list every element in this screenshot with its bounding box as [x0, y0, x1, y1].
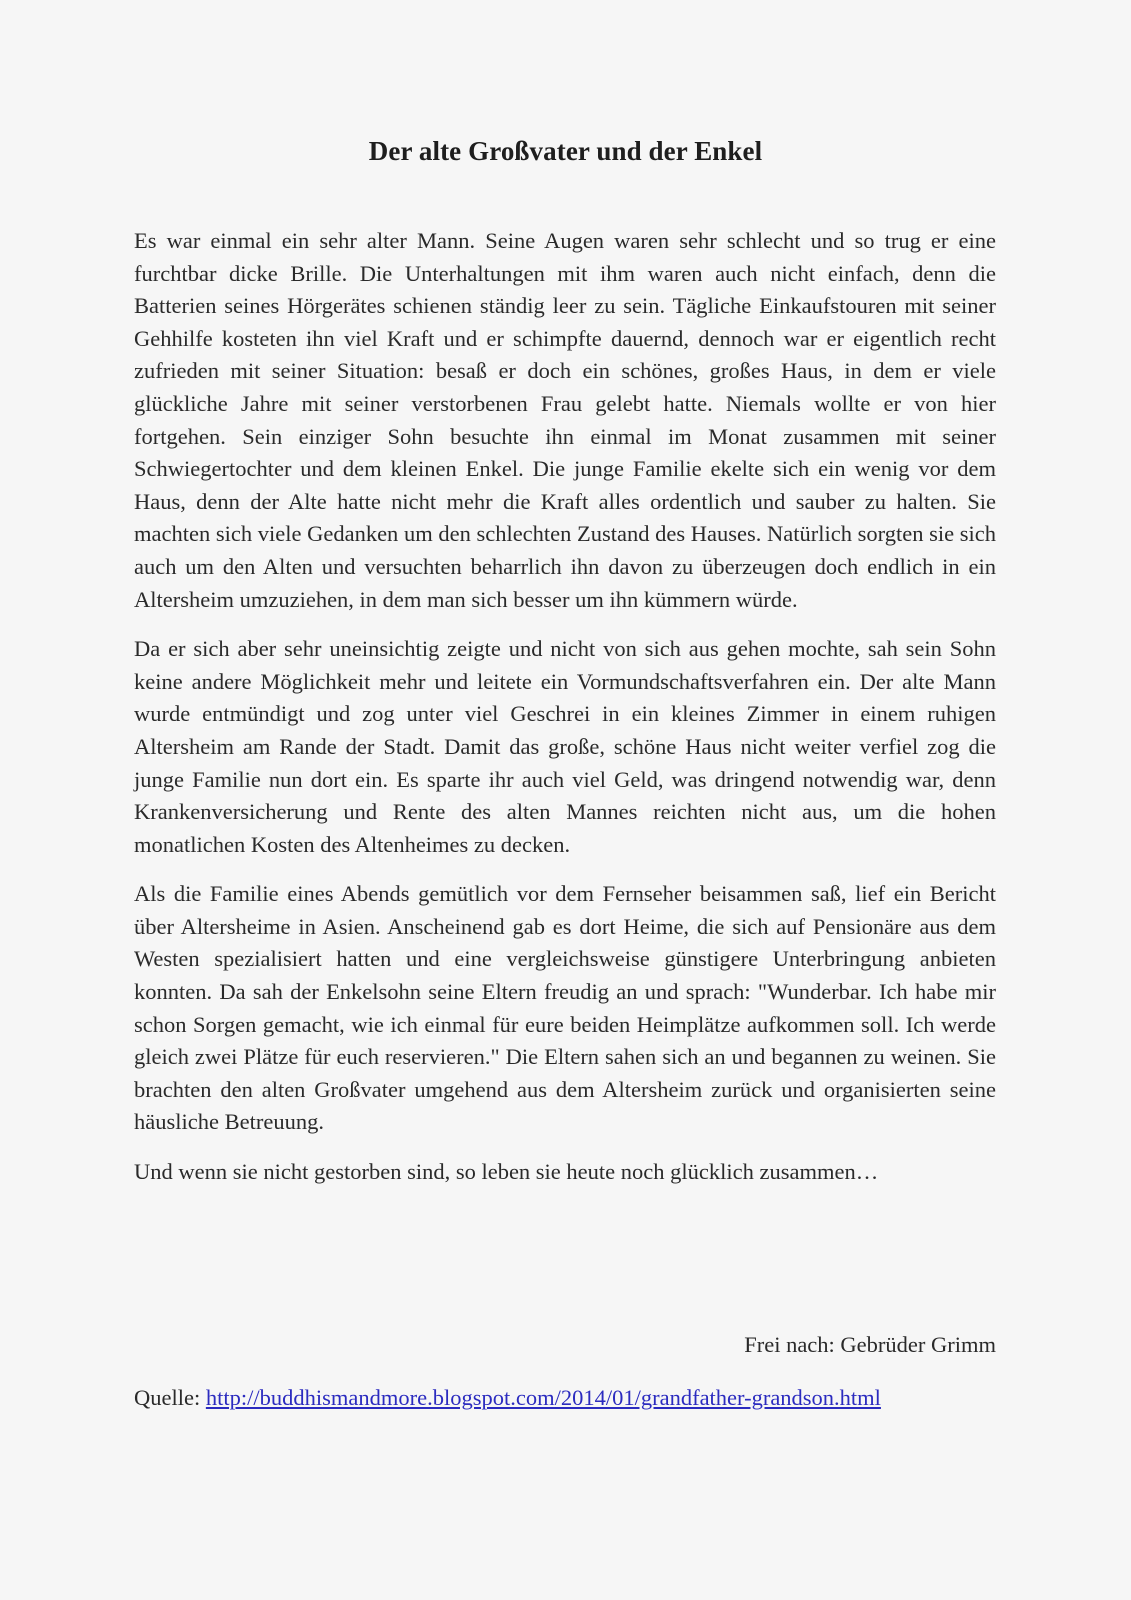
paragraph-2: Da er sich aber sehr uneinsichtig zeigte und nicht von sich aus gehen mochte, sah sein Sohn keine andere Möglichkeit mehr und leitete ein Vormundschaftsverfahren ein. Der alte Mann wurde entmündigt und zog unter viel Geschrei in ein kleines Zimmer in einem ruhigen Altersheim am Rande der Stadt. Damit das große, schöne Haus nicht weiter verfiel zog die junge Familie nun dort ein. Es sparte ihr auch viel Geld, was dringend notwendig war, denn Krankenversicherung und Rente des alten Mannes reichten nicht aus, um die hohen monatlichen Kosten des Altenheimes zu decken. [134, 636, 996, 857]
paragraph-1: Es war einmal ein sehr alter Mann. Seine Augen waren sehr schlecht und so trug er eine furchtbar dicke Brille. Die Unterhaltungen mit ihm waren auch nicht einfach, denn die Batterien seines Hörgerätes schienen ständig leer zu sein. Tägliche Einkaufstouren mit seiner Gehhilfe kosteten ihn viel Kraft und er schimpfte dauernd, dennoch war er eigentlich recht zufrieden mit seiner Situation: besaß er doch ein schönes, großes Haus, in dem er viele glückliche Jahre mit seiner verstorbenen Frau gelebt hatte. Niemals wollte er von hier fortgehen. Sein einziger Sohn besuchte ihn einmal im Monat zusammen mit seiner Schwiegertochter und dem kleinen Enkel. Die junge Familie ekelte sich ein wenig vor dem Haus, denn der Alte hatte nicht mehr die Kraft alles ordentlich und sauber zu halten. Sie machten sich viele Gedanken um den schlechten Zustand des Hauses. Natürlich sorgten sie sich auch um den Alten und versuchten beharrlich ihn davon zu überzeugen doch endlich in ein Altersheim umzuziehen, in dem man sich besser um ihn kümmern würde. [134, 228, 996, 612]
paragraph-3: Als die Familie eines Abends gemütlich vor dem Fernseher beisammen saß, lief ein Bericht über Altersheime in Asien. Anscheinend gab es dort Heime, die sich auf Pensionäre aus dem Westen spezialisiert hatten und eine vergleichsweise günstigere Unterbringung anbieten konnten. Da sah der Enkelsohn seine Eltern freudig an und sprach: "Wunderbar. Ich habe mir schon Sorgen gemacht, wie ich einmal für eure beiden Heimplätze aufkommen soll. Ich werde gleich zwei Plätze für euch reservieren." Die Eltern sahen sich an und begannen zu weinen. Sie brachten den alten Großvater umgehend aus dem Altersheim zurück und organisierten seine häusliche Betreuung. [134, 881, 996, 1135]
document-body [134, 225, 996, 1206]
source-link[interactable]: http://buddhismandmore.blogspot.com/2014/01/grandfather-grandson.html [205, 1385, 881, 1410]
attribution: Frei nach: Gebrüder Grimm [744, 1332, 996, 1357]
source-label: Quelle: [134, 1385, 201, 1410]
source-line [134, 1385, 881, 1411]
document-title: Der alte Großvater und der Enkel [368, 136, 763, 166]
paragraph-4: Und wenn sie nicht gestorben sind, so leben sie heute noch glücklich zusammen… [134, 1159, 879, 1185]
